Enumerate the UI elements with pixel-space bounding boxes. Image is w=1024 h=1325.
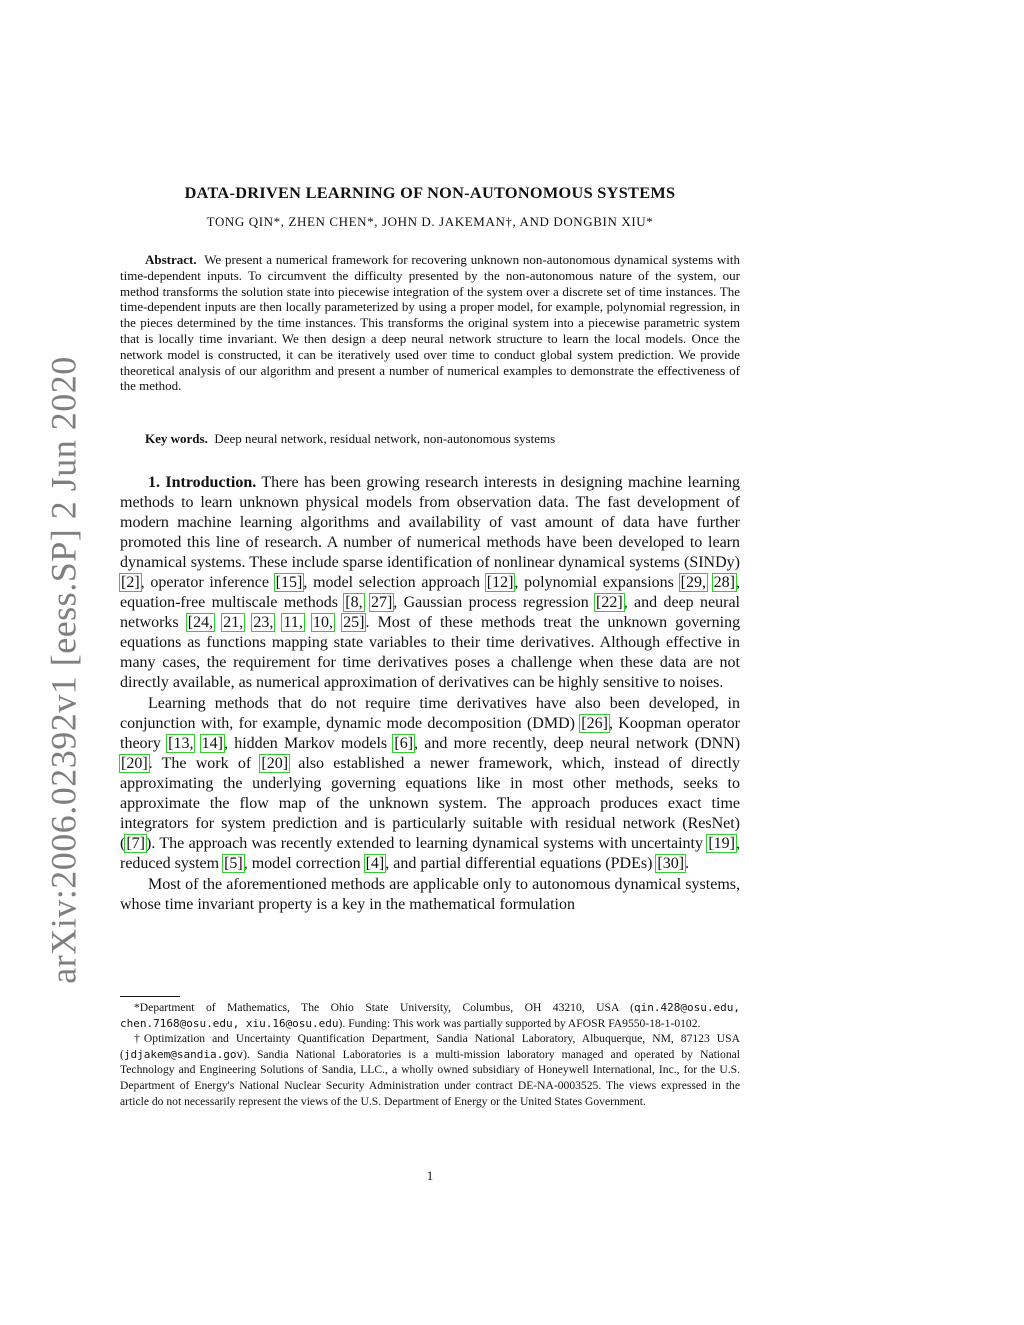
text-run: , model correction	[243, 855, 365, 872]
text-run: *Department of Mathematics, The Ohio State University, Columbus, OH 43210, USA (	[134, 1001, 635, 1014]
text-run: , polynomial expansions	[514, 574, 680, 591]
text-run: ). Funding: This work was partially supported by AFOSR FA9550-18-1-0102.	[338, 1016, 701, 1030]
citation-link[interactable]: [2]	[121, 574, 140, 591]
text-run: . The work of	[148, 755, 261, 772]
text-run: also established a newer framework, which, instead of directly approximating the underlying governing equations like in most other methods, seeks to approximate the flow map of the unknown system. The approach produces exact time integrators for system prediction and is particularly suitable with residual network (ResNet) (	[120, 755, 741, 852]
citation-link[interactable]: 28]	[713, 574, 735, 591]
keywords	[145, 431, 740, 447]
citation-link[interactable]: [30]	[657, 855, 685, 872]
keywords-text: Deep neural network, residual network, non-autonomous systems	[214, 431, 556, 446]
citation-link[interactable]: [20]	[261, 755, 289, 772]
abstract	[120, 252, 740, 394]
keywords-label: Key words.	[145, 431, 208, 446]
text-run: , Koopman operator theory	[120, 715, 740, 752]
footnote-divider	[120, 996, 180, 997]
footnote-affiliation-sandia	[120, 1031, 740, 1109]
citation-link[interactable]: 11,	[283, 614, 303, 631]
citation-link[interactable]: [4]	[365, 855, 385, 872]
citation-link[interactable]: [29,	[680, 574, 706, 591]
citation-link[interactable]: [20]	[121, 755, 148, 772]
citation-link[interactable]: 23,	[253, 614, 274, 631]
text-run: . Most of these methods treat the unknown governing equations as functions mapping state variables to their time derivatives. Although effective in many cases, the requirement for time derivatives poses a challenge when these data are not directly available, as numerical approximation of derivatives can be highly sensitive to noises.	[120, 614, 741, 691]
citation-link[interactable]: 25]	[343, 614, 365, 631]
text-run: , and more recently, deep neural network (DNN)	[414, 735, 741, 752]
citation-link[interactable]: [7]	[126, 835, 145, 852]
intro-paragraph-3: Most of the aforementioned methods are applicable only to autonomous dynamical systems, whose time invariant property is a key in the mathematical formulation	[120, 876, 740, 913]
email-list[interactable]: qin.428@osu.edu, chen.7168@osu.edu, xiu.16@osu.edu	[120, 1001, 740, 1030]
page-number: 1	[426, 1168, 434, 1183]
text-run: .	[685, 855, 690, 872]
email-address[interactable]: jdjakem@sandia.gov	[123, 1047, 244, 1061]
text-run: Learning methods that do not require time derivatives have also been developed, in conjunction with, for example, dynamic mode decomposition (DMD)	[120, 695, 740, 732]
text-run: , operator inference	[140, 574, 275, 591]
citation-link[interactable]: 21,	[223, 614, 244, 631]
citation-link[interactable]: [22]	[596, 594, 623, 611]
footnote-affiliation-osu	[120, 1000, 740, 1031]
text-run: , model selection approach	[303, 574, 486, 591]
abstract-label: Abstract.	[145, 252, 197, 267]
arxiv-identifier-container	[44, 356, 85, 984]
introduction-section	[120, 473, 740, 915]
citation-link[interactable]: [13,	[168, 735, 194, 752]
text-run: , reduced system	[120, 835, 740, 872]
citation-link[interactable]: 10,	[313, 614, 334, 631]
citation-link[interactable]: [6]	[394, 735, 414, 752]
citation-link[interactable]: [8,	[345, 594, 363, 611]
text-run: , and deep neural networks	[120, 594, 741, 631]
arxiv-identifier: arXiv:2006.02392v1 [eess.SP] 2 Jun 2020	[44, 356, 85, 984]
abstract-text: We present a numerical framework for recovering unknown non-autonomous dynamical systems with time-dependent inputs. To circumvent the difficulty presented by the non-autonomous nature of the system, our method transforms the solution state into piecewise integration of the system over a discrete set of time instances. The time-dependent inputs are then locally parameterized by using a proper model, for example, polynomial regression, in the pieces determined by the time instances. This transforms the original system into a piecewise parametric system that is locally time invariant. We then design a deep neural network structure to learn the local models. Once the network model is constructed, it can be iteratively used over time to conduct global system prediction. We provide theoretical analysis of our algorithm and present a number of numerical examples to demonstrate the effectiveness of the method.	[120, 252, 741, 394]
paper-title: DATA-DRIVEN LEARNING OF NON-AUTONOMOUS SYSTEMS	[184, 183, 676, 202]
citation-link[interactable]: [19]	[708, 835, 735, 852]
citation-link[interactable]: 27]	[370, 594, 393, 611]
intro-paragraph-1	[120, 473, 740, 693]
citation-link[interactable]: [24,	[187, 614, 214, 631]
citation-link[interactable]: [15]	[275, 574, 303, 591]
text-run: , equation-free multiscale methods	[120, 574, 740, 611]
text-run: , and partial differential equations (PDEs)	[385, 855, 657, 872]
text-run: ). Sandia National Laboratories is a multi-mission laboratory managed and operated by National Technology and Engineering Solutions of Sandia, LLC., a wholly owned subsidiary of Honeywell International, Inc., for the U.S. Department of Energy's National Nuclear Security Administration under contract DE-NA-0003525. The views expressed in the article do not necessarily represent the views of the U.S. Department of Energy or the United States Government.	[120, 1047, 740, 1108]
footnotes	[120, 1000, 740, 1109]
citation-link[interactable]: [5]	[224, 855, 243, 872]
text-run: There has been growing research interests in designing machine learning methods to learn unknown physical models from observation data. The fast development of modern machine learning algorithms and availability of vast amount of data have further promoted this line of research. A number of numerical methods have been developed to learn dynamical systems. These include sparse identification of nonlinear dynamical systems (SINDy)	[120, 474, 740, 571]
citation-link[interactable]: [26]	[581, 715, 608, 732]
intro-paragraph-2	[120, 694, 740, 874]
section-heading: 1. Introduction.	[148, 474, 257, 491]
text-run: ). The approach was recently extended to learning dynamical systems with uncertainty	[145, 835, 708, 852]
text-run: , hidden Markov models	[224, 735, 394, 752]
citation-link[interactable]: [12]	[486, 574, 514, 591]
author-list: TONG QIN*, ZHEN CHEN*, JOHN D. JAKEMAN†, AND DONGBIN XIU*	[206, 214, 654, 229]
text-run: †Optimization and Uncertainty Quantification Department, Sandia National Laboratory, Albuquerque, NM, 87123 USA (	[120, 1032, 740, 1061]
citation-link[interactable]: 14]	[201, 735, 223, 752]
text-run: , Gaussian process regression	[393, 594, 596, 611]
